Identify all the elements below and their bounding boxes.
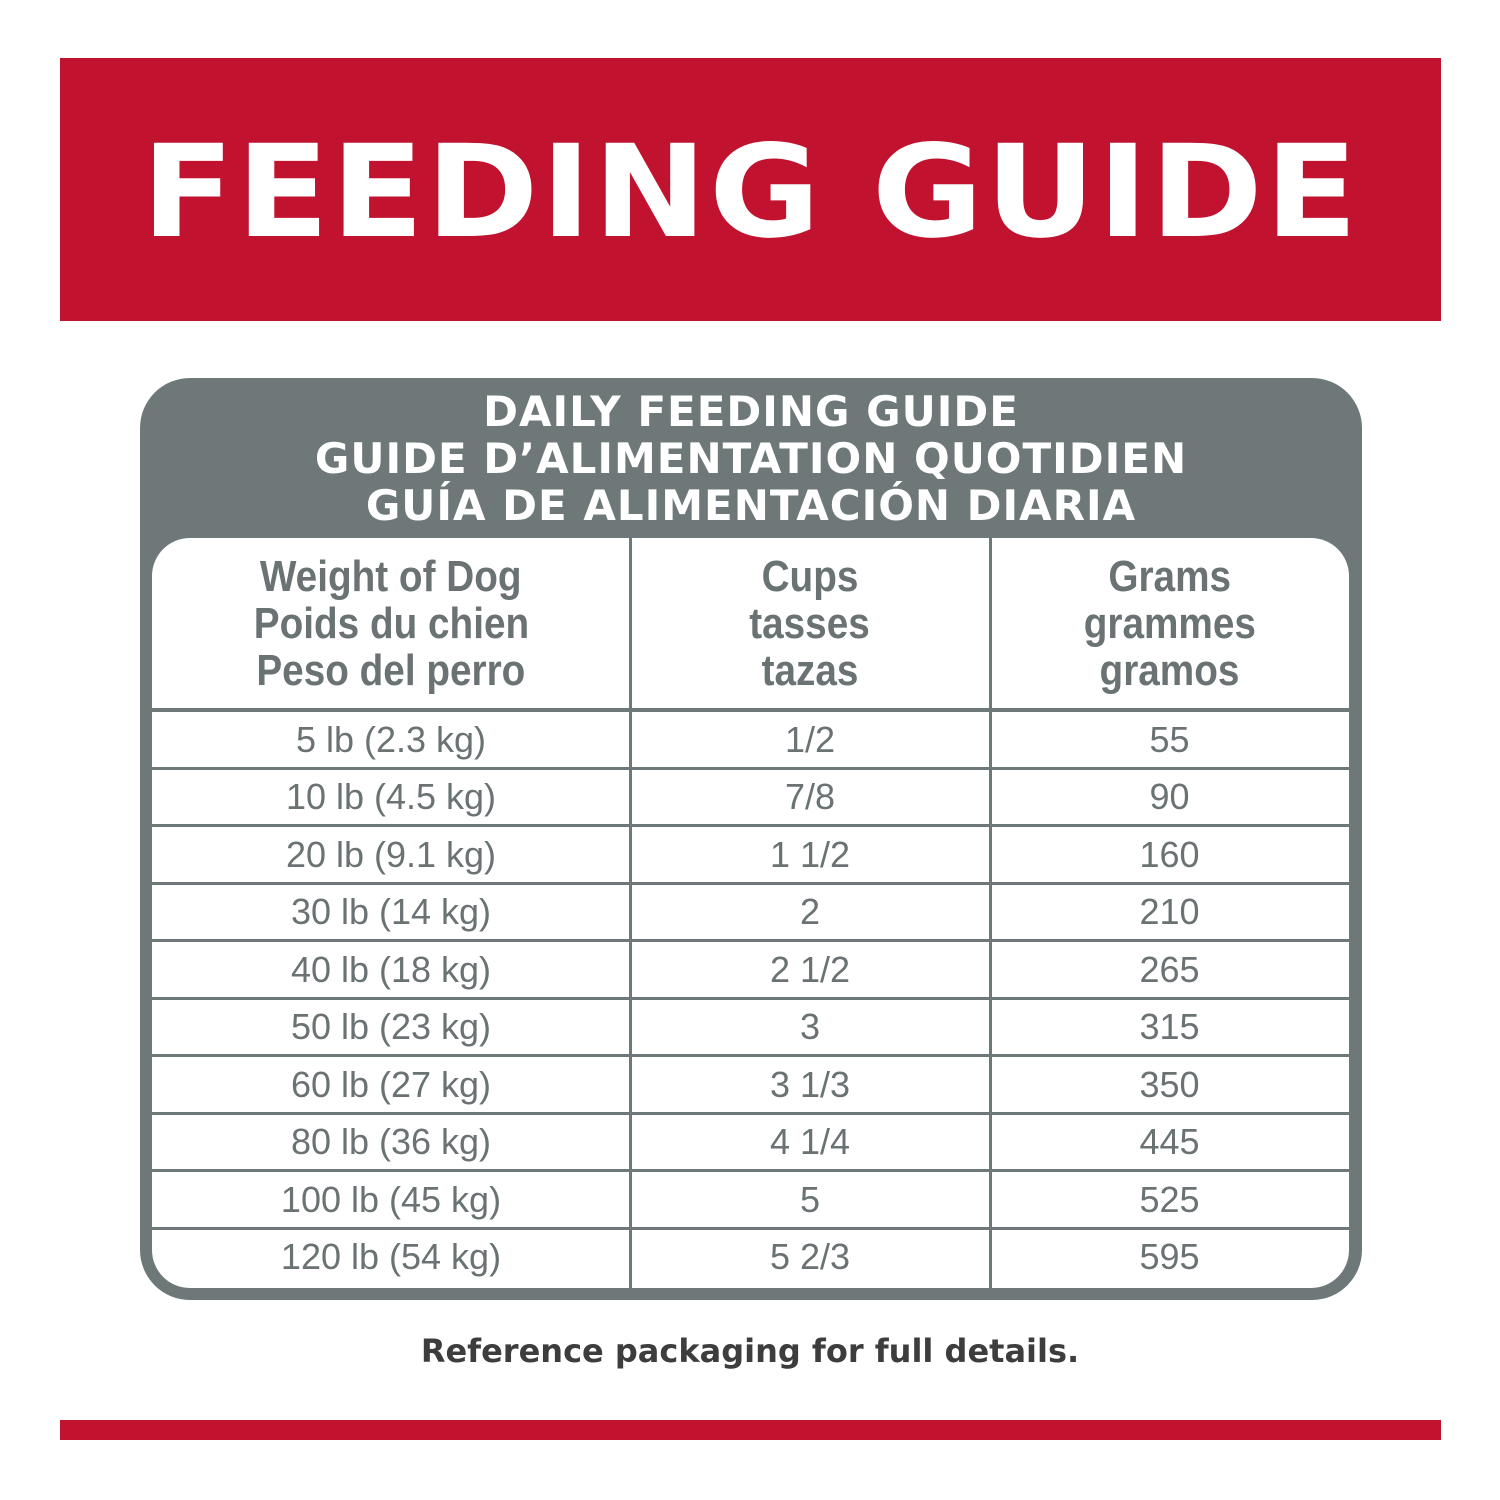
weight-value: 40 lb (18 kg) bbox=[290, 948, 492, 990]
cups-cell bbox=[630, 1115, 990, 1170]
page-title: FEEDING GUIDE bbox=[141, 117, 1360, 267]
weight-value: 80 lb (36 kg) bbox=[290, 1121, 492, 1162]
cups-value: 4 1/4 bbox=[769, 1121, 851, 1162]
column-header-cups bbox=[630, 538, 990, 708]
table-row bbox=[152, 1230, 1349, 1288]
cups-cell bbox=[630, 942, 990, 997]
grams-cell bbox=[990, 827, 1349, 882]
weight-value: 50 lb (23 kg) bbox=[290, 1006, 492, 1047]
grams-value: 210 bbox=[1139, 891, 1200, 932]
weight-cell bbox=[152, 885, 630, 940]
column-header-grams bbox=[990, 538, 1349, 708]
column-header-grams-en: Grams bbox=[1108, 551, 1231, 601]
weight-cell bbox=[152, 1115, 630, 1170]
cups-cell bbox=[630, 712, 990, 767]
column-header-weight-fr: Poids du chien bbox=[253, 598, 529, 648]
grams-cell bbox=[990, 885, 1349, 940]
weight-cell bbox=[152, 770, 630, 825]
grams-cell bbox=[990, 1057, 1349, 1112]
table-row bbox=[152, 1115, 1349, 1173]
grams-value: 265 bbox=[1139, 948, 1200, 990]
weight-value: 100 lb (45 kg) bbox=[280, 1178, 502, 1220]
grams-value: 315 bbox=[1139, 1006, 1200, 1047]
table-heading-es: GUÍA DE ALIMENTACIÓN DIARIA bbox=[365, 481, 1137, 530]
column-header-weight-es: Peso del perro bbox=[256, 645, 526, 695]
grams-value: 160 bbox=[1139, 833, 1200, 875]
column-header-grams-es: gramos bbox=[1099, 645, 1240, 695]
column-header-cups-es: tazas bbox=[761, 645, 859, 695]
grams-value: 90 bbox=[1149, 776, 1190, 817]
feeding-table-frame bbox=[140, 378, 1362, 1300]
footer-note: Reference packaging for full details. bbox=[420, 1332, 1080, 1370]
grams-cell bbox=[990, 1000, 1349, 1055]
column-header-weight bbox=[152, 538, 630, 708]
cups-cell bbox=[630, 1230, 990, 1285]
table-heading bbox=[140, 378, 1362, 538]
column-header-cups-fr: tasses bbox=[749, 598, 871, 648]
cups-cell bbox=[630, 885, 990, 940]
feeding-table bbox=[152, 538, 1349, 1288]
cups-value: 2 1/2 bbox=[769, 948, 851, 990]
grams-value: 445 bbox=[1139, 1121, 1200, 1162]
cups-value: 7/8 bbox=[784, 776, 836, 817]
weight-cell bbox=[152, 1000, 630, 1055]
title-banner bbox=[60, 58, 1441, 321]
weight-value: 10 lb (4.5 kg) bbox=[285, 776, 497, 817]
table-heading-fr: GUIDE D’ALIMENTATION QUOTIDIEN bbox=[314, 434, 1188, 483]
table-row bbox=[152, 942, 1349, 1000]
table-row bbox=[152, 1057, 1349, 1115]
grams-cell bbox=[990, 1115, 1349, 1170]
cups-value: 5 bbox=[799, 1178, 821, 1220]
cups-cell bbox=[630, 770, 990, 825]
weight-cell bbox=[152, 942, 630, 997]
bottom-accent-bar bbox=[60, 1420, 1441, 1440]
column-header-grams-fr: grammes bbox=[1083, 598, 1256, 648]
cups-value: 3 bbox=[799, 1006, 821, 1047]
cups-cell bbox=[630, 1172, 990, 1227]
grams-cell bbox=[990, 712, 1349, 767]
weight-cell bbox=[152, 1172, 630, 1227]
table-row bbox=[152, 712, 1349, 770]
grams-cell bbox=[990, 770, 1349, 825]
cups-value: 5 2/3 bbox=[769, 1236, 851, 1277]
weight-cell bbox=[152, 1230, 630, 1285]
table-row bbox=[152, 827, 1349, 885]
table-row bbox=[152, 1000, 1349, 1058]
grams-value: 525 bbox=[1139, 1178, 1200, 1220]
weight-value: 20 lb (9.1 kg) bbox=[285, 833, 497, 875]
cups-cell bbox=[630, 1057, 990, 1112]
weight-cell bbox=[152, 1057, 630, 1112]
weight-value: 5 lb (2.3 kg) bbox=[295, 718, 487, 760]
weight-cell bbox=[152, 712, 630, 767]
table-row bbox=[152, 770, 1349, 828]
grams-value: 55 bbox=[1149, 718, 1190, 760]
cups-value: 3 1/3 bbox=[769, 1063, 851, 1105]
cups-value: 1/2 bbox=[784, 718, 836, 760]
grams-cell bbox=[990, 942, 1349, 997]
weight-value: 30 lb (14 kg) bbox=[290, 891, 492, 932]
table-row bbox=[152, 885, 1349, 943]
column-header-weight-en: Weight of Dog bbox=[260, 551, 522, 601]
table-heading-en: DAILY FEEDING GUIDE bbox=[483, 387, 1019, 436]
cups-cell bbox=[630, 1000, 990, 1055]
grams-value: 350 bbox=[1139, 1063, 1200, 1105]
grams-cell bbox=[990, 1172, 1349, 1227]
table-row bbox=[152, 1172, 1349, 1230]
cups-value: 1 1/2 bbox=[769, 833, 851, 875]
weight-cell bbox=[152, 827, 630, 882]
grams-cell bbox=[990, 1230, 1349, 1285]
column-header-cups-en: Cups bbox=[761, 551, 859, 601]
cups-value: 2 bbox=[799, 891, 821, 932]
cups-cell bbox=[630, 827, 990, 882]
weight-value: 60 lb (27 kg) bbox=[290, 1063, 492, 1105]
grams-value: 595 bbox=[1139, 1236, 1200, 1277]
table-header-row bbox=[152, 538, 1349, 712]
weight-value: 120 lb (54 kg) bbox=[280, 1236, 502, 1277]
